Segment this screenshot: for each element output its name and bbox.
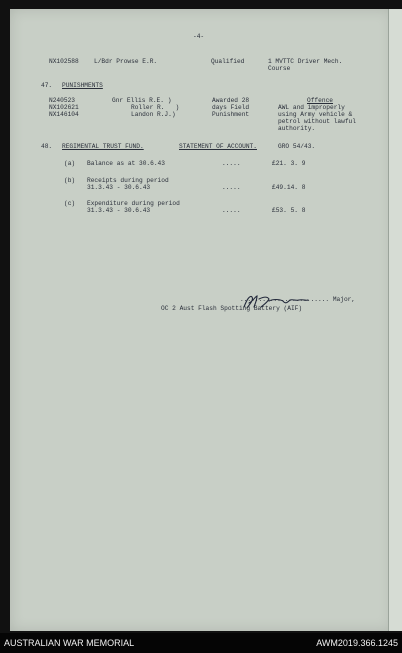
punishment-award: days Field — [212, 104, 250, 111]
footer-reference: AWM2019.366.1245 — [316, 638, 398, 648]
section47-number: 47. — [41, 82, 53, 89]
fund-item-desc: Balance as at 30.6.43 — [87, 160, 165, 167]
punishment-number: N240523 — [49, 97, 75, 104]
fund-item-dots: ..... — [222, 160, 241, 167]
punishment-award: Punishment — [212, 111, 250, 118]
section47-title: PUNISHMENTS — [62, 82, 103, 89]
punishment-name: Landon R.J.) — [131, 111, 176, 118]
entry-status: Qualified — [211, 58, 245, 65]
fund-item-amount: £53. 5. 8 — [272, 207, 306, 214]
fund-item-dots: ..... — [222, 207, 241, 214]
entry-number: NX102588 — [49, 58, 79, 65]
page-marker: -4- — [193, 33, 205, 40]
fund-item-label: (a) — [64, 160, 76, 167]
fund-item-label: (c) — [64, 200, 76, 207]
fund-item-desc: Expenditure during period — [87, 200, 180, 207]
section48-ref: GRO 54/43. — [278, 143, 316, 150]
section48-title: REGIMENTAL TRUST FUND. — [62, 143, 144, 150]
punishment-offence: AWL and improperly — [278, 104, 345, 111]
entry-course-line1: 1 MVTTC Driver Mech. — [268, 58, 343, 65]
fund-item-dots: ..... — [222, 184, 241, 191]
punishment-number: NX102621 — [49, 104, 79, 111]
punishment-name: Gnr Ellis R.E. ) — [112, 97, 172, 104]
fund-item-desc: Receipts during period — [87, 177, 169, 184]
fund-item-period: 31.3.43 - 30.6.43 — [87, 207, 151, 214]
section48-statement: STATEMENT OF ACCOUNT. — [179, 143, 257, 150]
offence-header: Offence — [307, 97, 333, 104]
fund-item-period: 31.3.43 - 30.6.43 — [87, 184, 151, 191]
signature-unit-line: OC 2 Aust Flash Spotting Battery (AIF) — [161, 305, 303, 312]
archive-footer — [0, 633, 402, 653]
signature-rank-line: ........................ Major, — [240, 296, 356, 303]
entry-name: L/Bdr Prowse E.R. — [94, 58, 158, 65]
section48-number: 48. — [41, 143, 53, 150]
fund-item-label: (b) — [64, 177, 76, 184]
punishment-name: Roller R. ) — [131, 104, 180, 111]
footer-source: AUSTRALIAN WAR MEMORIAL — [4, 638, 135, 648]
offence-tail: authority. — [278, 125, 316, 132]
punishment-award: Awarded 28 — [212, 97, 250, 104]
punishment-offence: using Army vehicle & — [278, 111, 353, 118]
document-page — [10, 9, 392, 631]
page-fold — [388, 9, 402, 631]
punishment-number: NX146104 — [49, 111, 79, 118]
fund-item-amount: £49.14. 8 — [272, 184, 306, 191]
punishment-offence: petrol without lawful — [278, 118, 356, 125]
fund-item-amount: £21. 3. 9 — [272, 160, 306, 167]
entry-course-line2: Course — [268, 65, 291, 72]
